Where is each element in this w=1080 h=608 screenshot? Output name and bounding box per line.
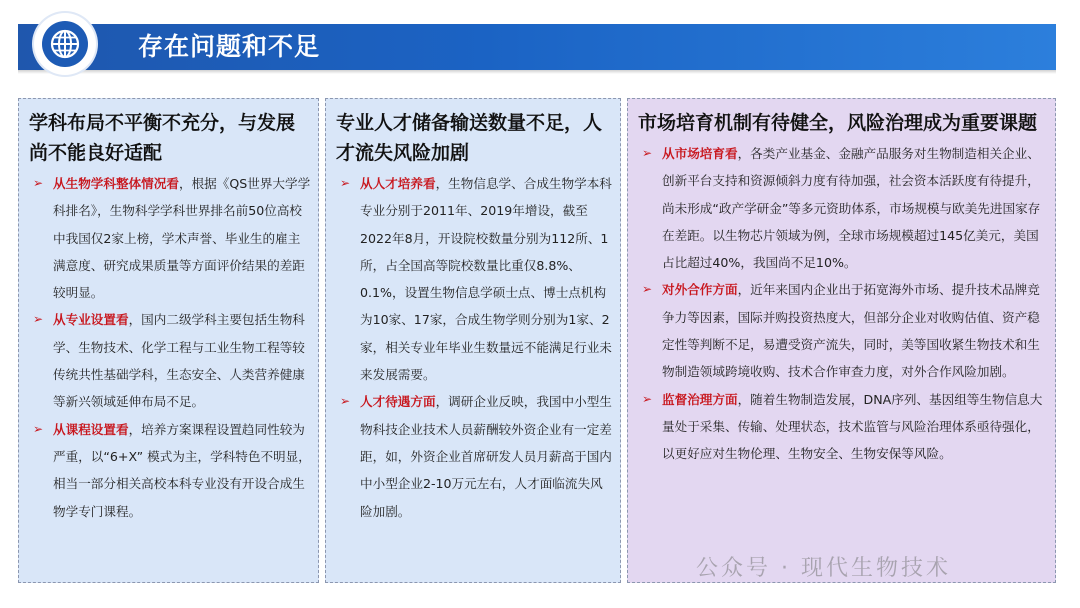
bullet-list <box>326 170 620 525</box>
bullet-list <box>19 170 318 525</box>
bullet-keyword: 从生物学科整体情况看 <box>53 176 179 191</box>
list-item <box>338 170 614 388</box>
list-item <box>338 388 614 524</box>
column-title: 专业人才储备输送数量不足，人才流失风险加剧 <box>336 112 603 164</box>
bullet-text: ，国内二级学科主要包括生物科学、生物技术、化学工程与工业生物工程等较传统共性基础学科，生态安全、人类营养健康等新兴领域延伸布局不足。 <box>53 312 305 410</box>
bullet-text: ，培养方案课程设置趋同性较为严重，以“6+X” 模式为主，学科特色不明显，相当一部分相关高校本科专业没有开设合成生物学专门课程。 <box>53 421 311 519</box>
arrow-bullet-icon: ➢ <box>33 421 44 436</box>
page-title: 存在问题和不足 <box>138 32 321 61</box>
bullet-text: ，调研企业反映，我国中小型生物科技企业技术人员薪酬较外资企业有一定差距，如，外资企业首席研发人员月薪高于国内中小型企业2-10万元左右，人才面临流失风险加剧。 <box>360 394 612 519</box>
bullet-keyword: 从人才培养看 <box>360 176 436 191</box>
list-item <box>31 170 312 306</box>
list-item <box>31 306 312 415</box>
watermark: 公众号 · 现代生物技术 <box>696 556 951 581</box>
bullet-list <box>628 140 1055 468</box>
bullet-text: ，随着生物制造发展，DNA序列、基因组等生物信息大量处于采集、传输、处理状态，技术监管与风险治理体系亟待强化，以更好应对生物伦理、生物安全、生物安保等风险。 <box>662 391 1043 462</box>
list-item <box>640 386 1049 468</box>
globe-icon <box>42 21 88 67</box>
arrow-bullet-icon: ➢ <box>340 394 351 409</box>
logo-badge <box>34 13 96 75</box>
bullet-keyword: 从市场培育看 <box>662 146 738 161</box>
column-market-mechanism <box>627 98 1056 583</box>
bullet-keyword: 监督治理方面 <box>662 391 738 407</box>
bullet-text: ，根据《QS世界大学学科排名》，生物科学学科世界排名前50位高校中我国仅2家上榜，学术声誉、毕业生的雇主满意度、研究成果质量等方面评价结果的差距较明显。 <box>53 176 311 301</box>
list-item <box>640 140 1049 276</box>
bullet-keyword: 人才待遇方面 <box>360 394 436 410</box>
arrow-bullet-icon: ➢ <box>642 282 653 297</box>
arrow-bullet-icon: ➢ <box>33 176 44 190</box>
column-discipline-layout <box>18 98 319 583</box>
arrow-bullet-icon: ➢ <box>642 146 653 160</box>
bullet-keyword: 对外合作方面 <box>662 282 738 298</box>
arrow-bullet-icon: ➢ <box>340 176 351 190</box>
bullet-text: ，生物信息学、合成生物学本科专业分别于2011年、2019年增设，截至2022年8月，开设院校数量分别为112所、1所，占全国高等院校数量比重仅8.8%、0.1%，设置生物信息学硕士点、博士点机构为10家、17家，合成生物学则分别为1家、2家，相关专业年毕业生数量远不能满足行业未来发展需要。 <box>360 176 612 383</box>
column-title: 学科布局不平衡不充分，与发展尚不能良好适配 <box>29 112 296 164</box>
bullet-text: ，近年来国内企业出于拓宽海外市场、提升技术品牌竞争力等因素，国际并购投资热度大，但部分企业对收购估值、资产稳定性等判断不足，易遭受资产流失，同时，美等国收紧生物技术和生物制造领域跨境收购、技术合作审查力度，对外合作风险加剧。 <box>662 282 1040 380</box>
list-item <box>640 276 1049 385</box>
list-item <box>31 416 312 525</box>
header-shadow <box>18 70 1056 74</box>
bullet-text: ，各类产业基金、金融产品服务对生物制造相关企业、创新平台支持和资源倾斜力度有待加强，社会资本活跃度有待提升，尚未形成“政产学研金”等多元资助体系，市场规模与欧美先进国家存在差距。以生物芯片领域为例，全球市场规模超过145亿美元，美国占比超过40%，我国尚不足10%。 <box>662 146 1041 271</box>
column-title: 市场培育机制有待健全，风险治理成为重要课题 <box>638 112 1038 134</box>
bullet-keyword: 从课程设置看 <box>53 421 129 437</box>
column-talent-supply <box>325 98 621 583</box>
arrow-bullet-icon: ➢ <box>642 391 653 406</box>
arrow-bullet-icon: ➢ <box>33 312 44 327</box>
bullet-keyword: 从专业设置看 <box>53 312 129 328</box>
